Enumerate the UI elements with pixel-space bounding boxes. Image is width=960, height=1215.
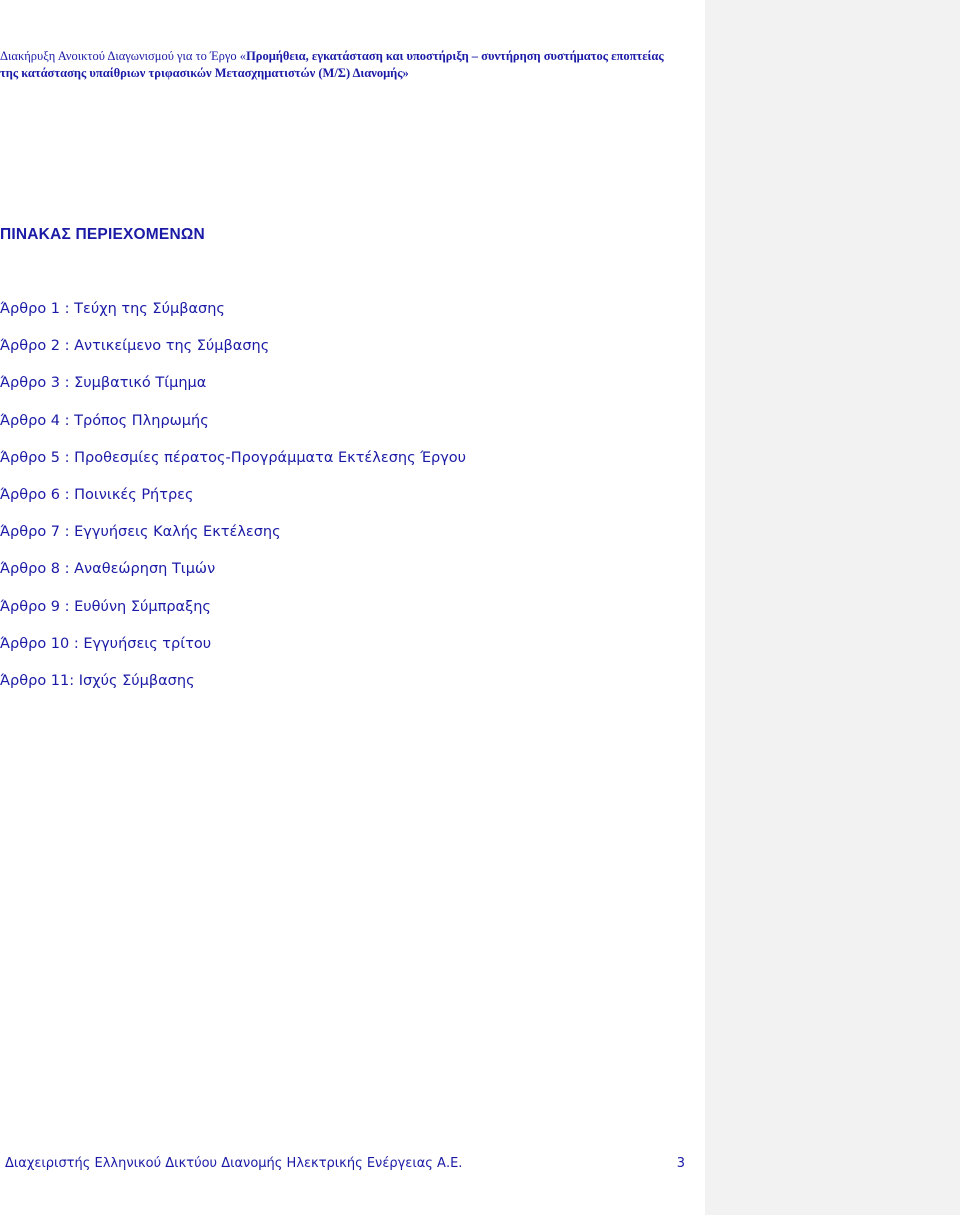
toc-item-article-6[interactable]: Άρθρο 6 : Ποινικές Ρήτρες: [0, 486, 194, 503]
toc-item-article-10[interactable]: Άρθρο 10 : Εγγυήσεις τρίτου: [0, 635, 212, 652]
toc-item-article-8[interactable]: Άρθρο 8 : Αναθεώρηση Τιμών: [0, 561, 216, 578]
page-header: [0, 48, 700, 82]
toc-item-article-7[interactable]: Άρθρο 7 : Εγγυήσεις Καλής Εκτέλεσης: [0, 524, 281, 541]
toc-item-article-5[interactable]: Άρθρο 5 : Προθεσμίες πέρατος-Προγράμματα Εκτέλεσης Έργου: [0, 449, 467, 466]
header-line-2: της κατάστασης υπαίθριων τριφασικών Μετασχηματιστών (Μ/Σ) Διανομής»: [0, 66, 409, 80]
toc-item-article-1[interactable]: Άρθρο 1 : Τεύχη της Σύμβασης: [0, 301, 225, 317]
toc-title: ΠΙΝΑΚΑΣ ΠΕΡΙΕΧΟΜΕΝΩΝ: [0, 226, 205, 243]
toc-item-article-9[interactable]: Άρθρο 9 : Ευθύνη Σύμπραξης: [0, 598, 211, 615]
toc-item-article-2[interactable]: Άρθρο 2 : Αντικείμενο της Σύμβασης: [0, 338, 270, 355]
toc-item-article-3[interactable]: Άρθρο 3 : Συμβατικό Τίμημα: [0, 375, 207, 392]
toc-list: [0, 298, 700, 707]
page-footer: [5, 1156, 685, 1171]
footer-page-number: 3: [676, 1156, 685, 1171]
toc-item-article-11[interactable]: Άρθρο 11: Ισχύς Σύμβασης: [0, 672, 195, 689]
header-project-title: Προμήθεια, εγκατάσταση και υποστήριξη – συντήρηση συστήματος εποπτείας: [246, 49, 664, 63]
comment-margin-pane: [705, 0, 960, 1215]
toc-item-article-4[interactable]: Άρθρο 4 : Τρόπος Πληρωμής: [0, 412, 209, 429]
footer-organization: Διαχειριστής Ελληνικού Δικτύου Διανομής Ηλεκτρικής Ενέργειας Α.Ε.: [5, 1156, 463, 1171]
header-line-1: [0, 48, 700, 65]
header-prefix: Διακήρυξη Ανοικτού Διαγωνισμού για το Έργο «: [0, 49, 247, 63]
